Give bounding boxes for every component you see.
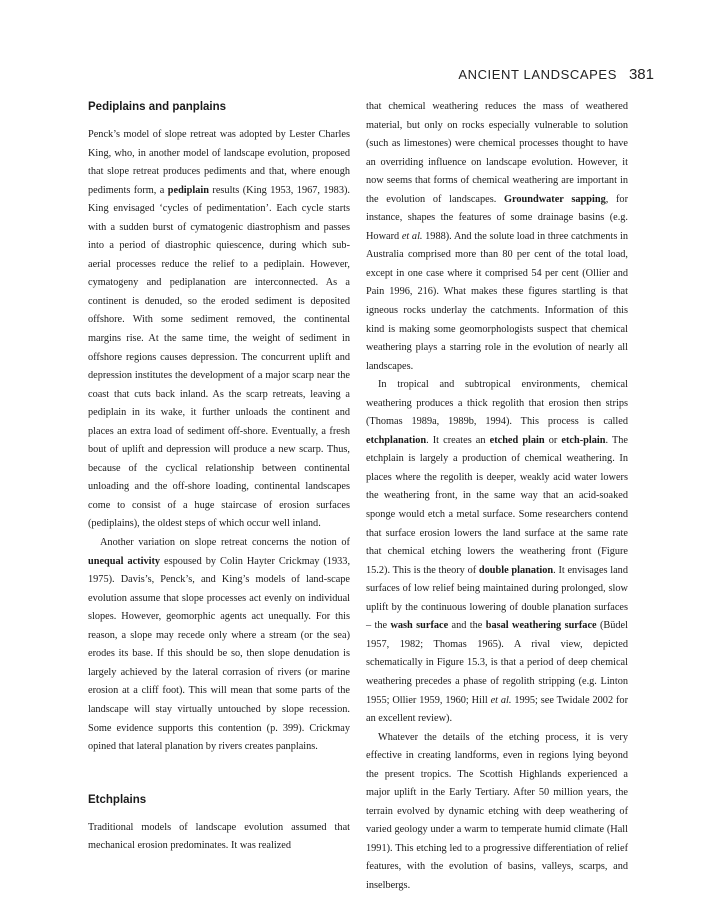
term-pediplain: pediplain	[167, 184, 209, 196]
text-run: . It envisages land surfaces of low relief being maintained during prolonged, slow uplift by the continuous lowering of double planation surfaces – the	[366, 564, 628, 632]
text-run: that chemical weathering reduces the mass of weathered material, but only on rocks especially vulnerable to solution (such as limestones) were chemical processes thought to have an overriding influence on landscape evolution. However, it now seems that forms of chemical weathering are important in the evolution of landscapes.	[366, 101, 628, 205]
term-etchplanation: etchplanation	[366, 434, 427, 446]
text-run: Another variation on slope retreat concerns the notion of	[100, 537, 350, 549]
paragraph-etchplanation	[366, 376, 628, 728]
text-run: , for instance, shapes the features of some drainage basins (e.g. Howard	[366, 193, 629, 242]
term-etched-plain: etched plain	[489, 434, 545, 446]
text-run: . It creates an	[426, 434, 490, 446]
term-double-planation: double planation	[478, 564, 554, 576]
paragraph-pediplains	[88, 126, 350, 534]
text-run: espoused by Colin Hayter Crickmay (1933, 1975). Davis’s, Penck’s, and King’s models of land-scape evolution assume that slope processes act evenly on individual slopes. However, geomorphic agents act unequally. For this reason, a slope may recede only where a stream (or the sea) erodes its base. If this should be so, then slope denudation is largely achieved by the lateral corrasion of rivers (or marine erosion at a cliff foot). This will mean that some parts of the landscape will stay virtually untouched by slope recession. Some evidence supports this contention (p. 399). Crickmay opined that lateral planation by rivers creates panplains.	[88, 555, 351, 753]
term-wash-surface: wash surface	[390, 620, 449, 632]
term-unequal-activity: unequal activity	[88, 555, 161, 567]
text-run: and the	[448, 620, 486, 632]
text-run: results (King 1953, 1967, 1983). King envisaged ‘cycles of pedimentation’. Each cycle starts with a sudden burst of cymatogenic diastrophism and passes into a period of diastrophic quiescence, during which sub-aerial processes reduce the relief to a pediplain. However, cymatogeny and pediplanation are interconnected. As a continent is denuded, so the eroded sediment is deposited offshore. With some sediment removed, the continental margins rise. At the same time, the weight of sediment in offshore regions causes depression. The concurrent uplift and depression institutes the development of a major scarp near the coast that cuts back inland. As the scarp retreats, leaving a pediplain in its wake, it further unloads the continent and places an extra load of sediment off-shore. Eventually, a fresh bout of uplift and depression will produce a new scarp. Thus, because of the cyclical relationship between continental unloading and the off-shore loading, continental landscapes come to consist of a huge staircase of erosion surfaces (pediplains), the oldest steps of which occur well inland.	[88, 184, 350, 530]
paragraph-etchplains-intro: Traditional models of landscape evolution assumed that mechanical erosion predominates. It was realized	[88, 821, 350, 852]
term-etchplain: etch-plain	[561, 434, 606, 446]
text-run: 1995; see Twidale 2002 for an excellent review).	[366, 694, 628, 725]
text-run: Penck’s model of slope retreat was adopted by Lester Charles King, who, in another model of landscape evolution, proposed that slope retreat produces pediments and that, where enough pediments form, a	[88, 129, 350, 196]
text-run: In tropical and subtropical environments, chemical weathering produces a thick regolith that erosion then strips (Thomas 1989a, 1989b, 1994). This process is called	[366, 379, 628, 428]
right-column	[366, 98, 628, 896]
running-head	[458, 66, 654, 83]
paragraph-chemical-weathering	[366, 98, 628, 376]
italic-et-al: et al.	[490, 694, 512, 706]
page-number: 381	[628, 66, 654, 83]
section-heading-etchplains: Etchplains	[88, 793, 147, 806]
term-groundwater-sapping: Groundwater sapping	[504, 193, 606, 205]
text-run: 1988). And the solute load in three catchments in Australia comprised more than 80 per cent of the total load, except in one case where it comprised 54 per cent (Ollier and Pain 1996, 216). What makes these figures startling is that igneous rocks underlay the catchments. Information of this kind is making some geomorphologists suspect that chemical weathering plays a starring role in the evolution of nearly all landscapes.	[366, 230, 628, 372]
italic-et-al: et al.	[401, 230, 423, 242]
text-run: . The etchplain is largely a production of chemical weathering. In places where the regolith is deeper, weakly acid water lowers the weathering front, in the same way that an acid-soaked sponge would etch a metal surface. Some researchers contend that surface erosion lowers the land surface at the same rate that chemical etching lowers the weathering front (Figure 15.2). This is the theory of	[366, 434, 628, 576]
paragraph-unequal-activity	[88, 534, 350, 757]
section-heading-pediplains: Pediplains and panplains	[88, 101, 227, 113]
text-run: or	[544, 434, 562, 446]
running-head-title: ANCIENT LANDSCAPES	[458, 67, 617, 82]
left-column	[88, 98, 350, 856]
text-run: (Büdel 1957, 1982; Thomas 1965). A rival view, depicted schematically in Figure 15.3, is that a period of deep chemical weathering precedes a phase of regolith stripping (e.g. Linton 1955; Ollier 1959, 1960; Hill	[366, 620, 628, 706]
paragraph-etching-effectiveness: Whatever the details of the etching process, it is very effective in creating landforms, even in regions lying beyond the present tropics. The Scottish Highlands experienced a major uplift in the Early Tertiary. After 50 million years, the terrain evolved by dynamic etching with deep weathering of varied geology under a warm to temperate humid climate (Hall 1991). This etching led to a progressive differentiation of relief features, with the evolution of basins, valleys, scarps, and inselbergs.	[366, 731, 628, 891]
term-basal-weathering-surface: basal weathering surface	[485, 620, 597, 632]
